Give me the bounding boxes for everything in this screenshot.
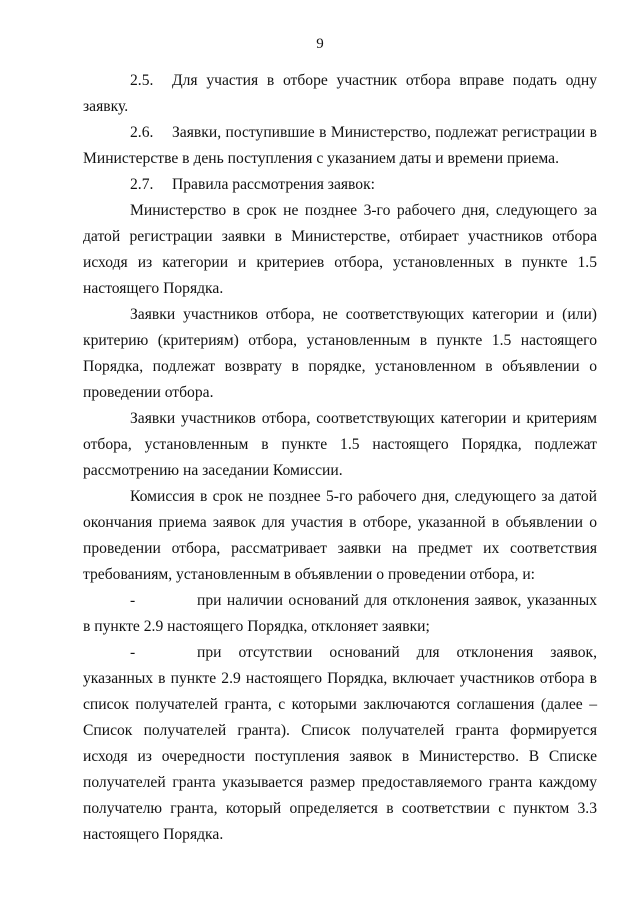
clause-number: 2.7. (130, 176, 154, 193)
clause-2-6 (83, 120, 597, 172)
clause-text: Заявки, поступившие в Министерство, подлежат регистрации в Министерстве в день поступления с указанием даты и времени приема. (83, 124, 597, 167)
clause-2-5 (83, 68, 597, 120)
dash-item-text: при отсутствии оснований для отклонения заявок, указанных в пункте 2.9 настоящего Порядка, включает участников отбора в список получателей гранта, с которыми заключаются соглашения (далее – Список получателей гранта). Список получателей гранта формируется исходя из очередности поступления заявок в Министерство. В Списке получателей гранта указывается размер предоставляемого гранта каждому получателю гранта, который определяется в соответствии с пунктом 3.3 настоящего Порядка. (83, 644, 597, 843)
page-number: 9 (316, 36, 324, 52)
paragraph-commission-review: Заявки участников отбора, соответствующих категории и критериям отбора, установленным в пункте 1.5 настоящего Порядка, подлежат рассмотрению на заседании Комиссии. (83, 410, 597, 479)
clause-text: Для участия в отборе участник отбора вправе подать одну заявку. (83, 72, 597, 115)
clause-text: Правила рассмотрения заявок: (172, 176, 376, 193)
dash-marker: - (130, 644, 136, 661)
paragraph-application-return: Заявки участников отбора, не соответствующих категории и (или) критерию (критериям) отбора, установленным в пункте 1.5 настоящего Порядка, подлежат возврату в порядке, установленном в объявлении о проведении отбора. (83, 306, 597, 401)
document-body (83, 68, 597, 848)
paragraph-ministry-selection: Министерство в срок не позднее 3-го рабочего дня, следующего за датой регистрации заявки в Министерстве, отбирает участников отбора исходя из категории и критериев отбора, установленных в пункте 1.5 настоящего Порядка. (83, 202, 597, 297)
dash-marker: - (130, 592, 136, 609)
clause-number: 2.6. (130, 124, 154, 141)
clause-2-7 (83, 172, 597, 198)
dash-item-reject (83, 588, 597, 640)
dash-item-text: при наличии оснований для отклонения заявок, указанных в пункте 2.9 настоящего Порядка, отклоняет заявки; (83, 592, 597, 635)
clause-number: 2.5. (130, 72, 154, 89)
paragraph-commission-deadline: Комиссия в срок не позднее 5-го рабочего дня, следующего за датой окончания приема заявок для участия в отборе, указанной в объявлении о проведении отбора, рассматривает заявки на предмет их соответствия требованиям, установленным в объявлении о проведении отбора, и: (83, 488, 597, 583)
dash-item-include (83, 640, 597, 848)
